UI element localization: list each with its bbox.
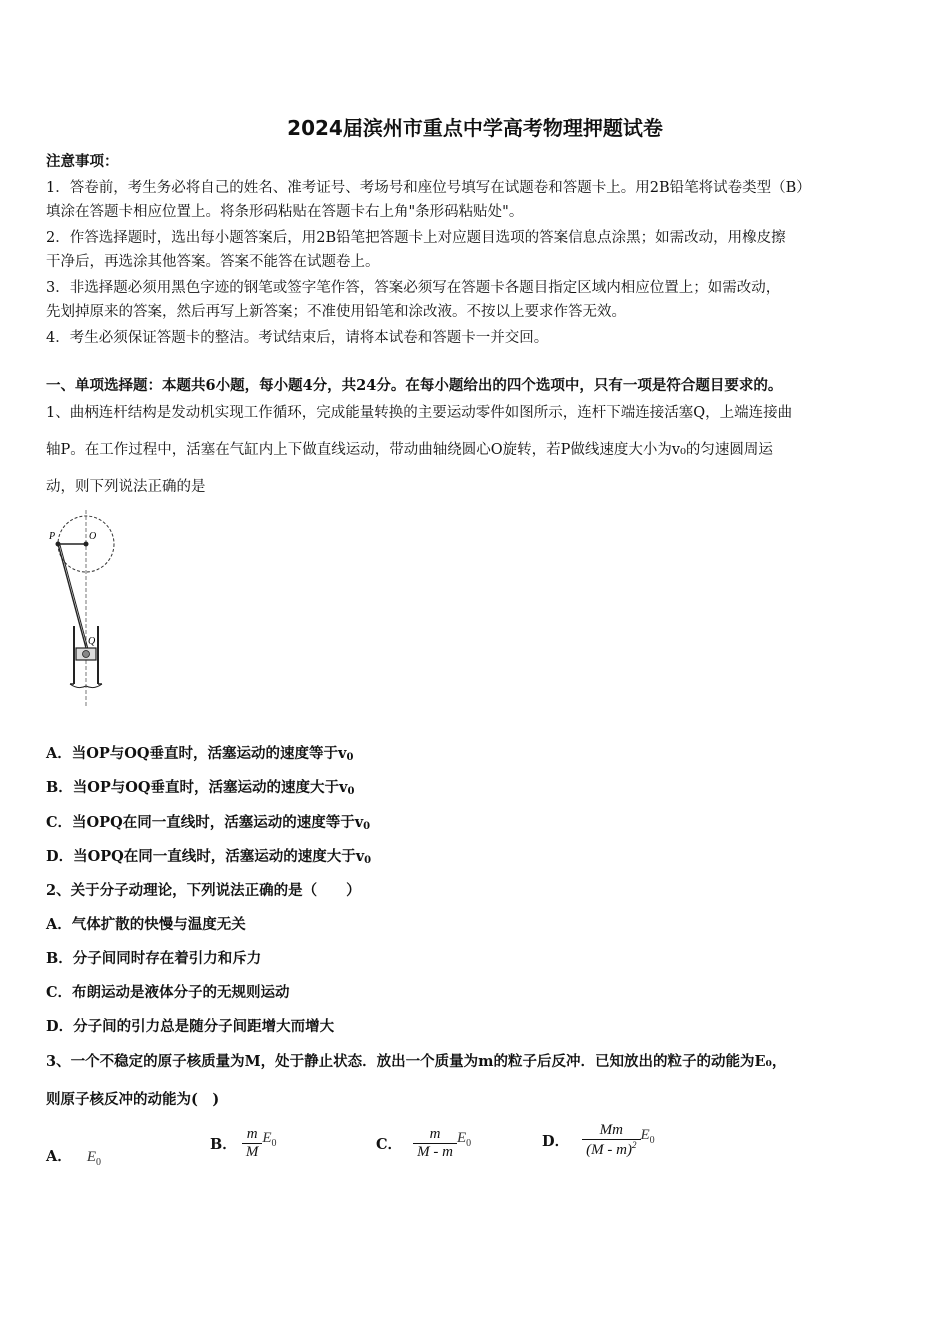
q3-stem-line: 则原子核反冲的动能为( ) <box>46 1091 220 1108</box>
section-heading: 一、单项选择题：本题共6小题，每小题4分，共24分。在每小题给出的四个选项中，只有一项是符合题目要求的。 <box>46 377 783 394</box>
point-q <box>83 651 90 658</box>
q3-option-c: C． $\frac{m}{M - m}$ $E_0$ <box>376 1126 472 1160</box>
q2-option-d: D．分子间的引力总是随分子间距增大而增大 <box>46 1018 335 1035</box>
fraction: $\frac{Mm}{(M - m)^2}$ <box>582 1122 640 1159</box>
q3-option-b: B． $\frac{m}{M}$ $E_0$ <box>210 1126 277 1160</box>
label-q: Q <box>88 636 96 647</box>
q2-option-c: C．布朗运动是液体分子的无规则运动 <box>46 984 290 1001</box>
point-o <box>84 542 89 547</box>
notice-line: 干净后，再选涂其他答案。答案不能答在试题卷上。 <box>46 254 380 270</box>
notice-line: 1．答卷前，考生务必将自己的姓名、准考证号、考场号和座位号填写在试题卷和答题卡上。用2B铅笔将试卷类型（B） <box>46 180 811 196</box>
point-p <box>56 542 61 547</box>
q2-option-a: A．气体扩散的快慢与温度无关 <box>46 916 246 933</box>
q1-stem-line: 1、曲柄连杆结构是发动机实现工作循环，完成能量转换的主要运动零件如图所示，连杆下端连接活塞Q，上端连接曲 <box>46 405 793 421</box>
q3-option-a: A． $E_0$ <box>46 1148 102 1168</box>
q1-stem-line: 轴P。在工作过程中，活塞在气缸内上下做直线运动，带动曲轴绕圆心O旋转，若P做线速度大小为v₀的匀速圆周运 <box>46 442 773 458</box>
notice-line: 3．非选择题必须用黑色字迹的钢笔或签字笔作答，答案必须写在答题卡各题目指定区域内相应位置上；如需改动， <box>46 280 781 296</box>
q3-option-d: D． $\frac{Mm}{(M - m)^2}$ $E_0$ <box>542 1122 655 1158</box>
fraction: $\frac{m}{M - m}$ <box>413 1126 457 1161</box>
crank-figure <box>40 508 130 713</box>
notice-line: 2．作答选择题时，选出每小题答案后，用2B铅笔把答题卡上对应题目选项的答案信息点涂黑；如需改动，用橡皮擦 <box>46 230 786 246</box>
notice-heading: 注意事项： <box>46 153 119 170</box>
notice-line: 4．考生必须保证答题卡的整洁。考试结束后，请将本试卷和答题卡一并交回。 <box>46 330 549 346</box>
connecting-rod <box>58 544 86 648</box>
q3-stem-line: 3、一个不稳定的原子核质量为M，处于静止状态．放出一个质量为m的粒子后反冲．已知放出的粒子的动能为E₀， <box>46 1053 787 1070</box>
q1-option-c: C．当OPQ在同一直线时，活塞运动的速度等于$v_0$ <box>46 814 371 832</box>
fraction: $\frac{m}{M}$ <box>242 1126 263 1161</box>
q2-option-b: B．分子间同时存在着引力和斥力 <box>46 950 262 967</box>
notice-line: 先划掉原来的答案，然后再写上新答案；不准使用铅笔和涂改液。不按以上要求作答无效。 <box>46 304 626 320</box>
q2-stem: 2、关于分子动理论，下列说法正确的是（ ） <box>46 882 361 899</box>
label-p: P <box>49 531 56 542</box>
label-o: O <box>89 531 97 542</box>
page-title: 2024届滨州市重点中学高考物理押题试卷 <box>287 116 663 140</box>
notice-line: 填涂在答题卡相应位置上。将条形码粘贴在答题卡右上角"条形码粘贴处"。 <box>46 204 524 220</box>
q1-option-a: A．当OP与OQ垂直时，活塞运动的速度等于$v_0$ <box>46 745 354 763</box>
q1-option-b: B．当OP与OQ垂直时，活塞运动的速度大于$v_0$ <box>46 779 355 797</box>
q1-stem-line: 动，则下列说法正确的是 <box>46 479 206 495</box>
q1-option-d: D．当OPQ在同一直线时，活塞运动的速度大于$v_0$ <box>46 848 372 866</box>
